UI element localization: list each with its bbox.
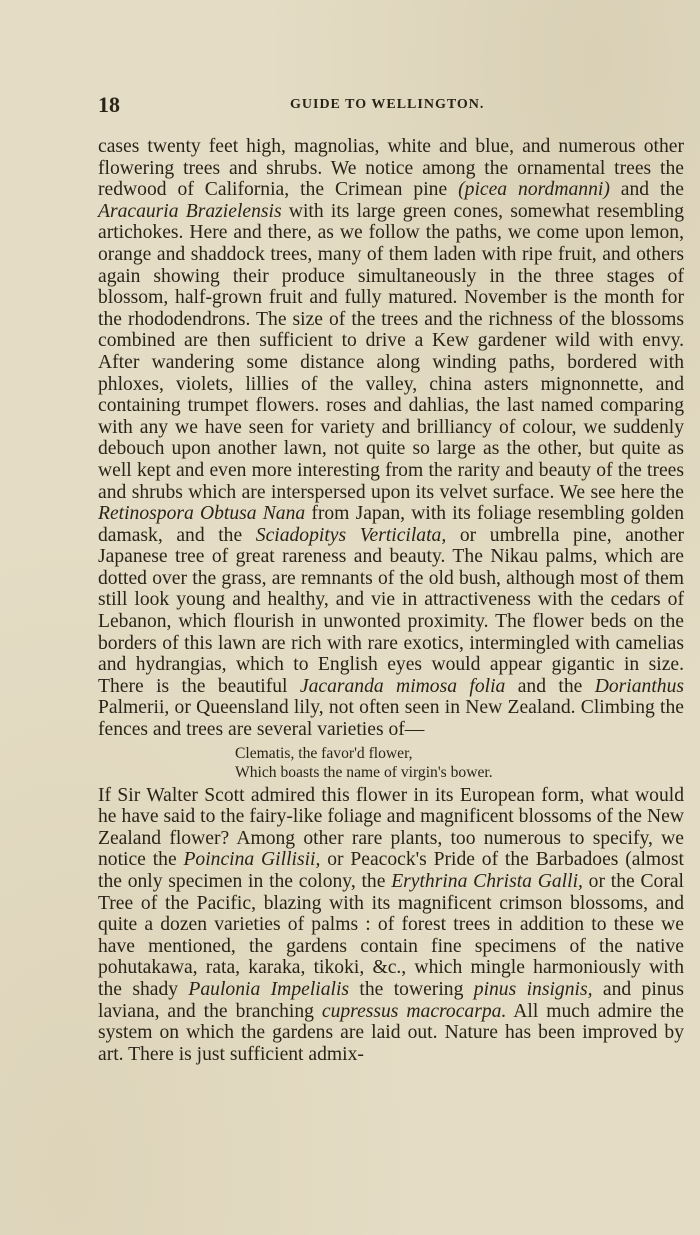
paragraph-rare-plants	[98, 785, 684, 1066]
text-run: or the Coral Tree of the Pacific, blazing with its magnificent crimson blossoms, and quite a dozen varieties of palms : of forest trees in addition to these we have mentioned, the gardens contain fine specimens of the native pohutakawa, rata, karaka, tikoki, &c., which mingle harmoniously with the shady	[98, 871, 684, 1000]
text-run: and the	[505, 675, 595, 697]
italic-plant-name: Aracauria Brazielensis	[98, 200, 282, 222]
italic-plant-name: (picea nordmanni)	[458, 179, 610, 201]
italic-plant-name: Sciadopitys Verticilata,	[255, 524, 447, 546]
page-header	[98, 92, 684, 120]
paragraph-gardens-description	[98, 136, 684, 741]
text-run: or umbrella pine, another Japanese tree of great rareness and beauty. The Nikau palms, which are dotted over the grass, are remnants of the old bush, although most of them still look young and healthy, and vie in attractiveness with the cedars of Lebanon, which flourish in unwonted proximity. The flower beds on the borders of this lawn are rich with rare exotics, intermingled with camelias and hydrangias, which to English eyes would appear gigantic in size. There is the beautiful	[98, 524, 684, 697]
italic-plant-name: Jacaranda mimosa folia	[299, 675, 506, 697]
verse-line: Clematis, the favor'd flower,	[235, 744, 413, 762]
body-text	[98, 136, 684, 1065]
verse-line: Which boasts the name of virgin's bower.	[235, 763, 493, 781]
running-head: GUIDE TO WELLINGTON.	[290, 97, 485, 112]
verse-quote	[235, 744, 684, 782]
italic-plant-name: Dorianthus	[594, 675, 684, 697]
text-run: from Japan, with its foliage resembling golden damask, and the	[98, 503, 684, 546]
text-run: Palmerii, or Queensland lily, not often seen in New Zealand. Climbing the fences and trees are several varieties of—	[98, 697, 684, 741]
italic-plant-name: Retinospora Obtusa Nana	[98, 503, 306, 525]
text-run: and pinus laviana, and the branching	[98, 978, 684, 1022]
text-run: All much admire the system on which the gardens are laid out. Nature has been improved by art. There is just sufficient admix-	[98, 1000, 684, 1065]
italic-plant-name: Poincina Gillisii,	[183, 849, 321, 871]
text-run: the towering	[349, 978, 474, 1000]
text-run: or Peacock's Pride of the Barbadoes (almost the only specimen in the colony, the	[98, 849, 684, 892]
italic-plant-name: Paulonia Impelialis	[188, 978, 350, 1000]
text-run: and the	[609, 179, 684, 201]
italic-plant-name: cupressus macrocarpa.	[321, 1000, 507, 1022]
italic-plant-name: pinus insignis,	[473, 978, 593, 1000]
italic-plant-name: Erythrina Christa Galli,	[391, 871, 583, 892]
text-run: cases twenty feet high, magnolias, white and blue, and numerous other flowering trees and shrubs. We notice among the ornamental trees the redwood of California, the Crimean pine	[98, 136, 684, 201]
page-number: 18	[98, 92, 120, 117]
text-run: with its large green cones, somewhat resembling artichokes. Here and there, as we follow the paths, we come upon lemon, orange and shaddock trees, many of them laden with ripe fruit, and others again showing their produce simultaneously in the three stages of blossom, half-grown fruit and fully matured. November is the month for the rhododendrons. The size of the trees and the richness of the blossoms combined are then sufficient to drive a Kew gardener wild with envy. After wandering some distance along winding paths, bordered with phloxes, violets, lillies of the valley, china asters mignonnette, and containing trumpet flowers. roses and dahlias, the last named comparing with any we have seen for variety and brilliancy of colour, we suddenly debouch upon another lawn, not quite so large as the other, but quite as well kept and even more interesting from the rarity and beauty of the trees and shrubs which are interspersed upon its velvet surface. We see here the	[98, 200, 684, 503]
text-run: If Sir Walter Scott admired this flower in its European form, what would he have said to the fairy-like foliage and magnificent blossoms of the New Zealand flower? Among other rare plants, too numerous to specify, we notice the	[98, 784, 684, 871]
